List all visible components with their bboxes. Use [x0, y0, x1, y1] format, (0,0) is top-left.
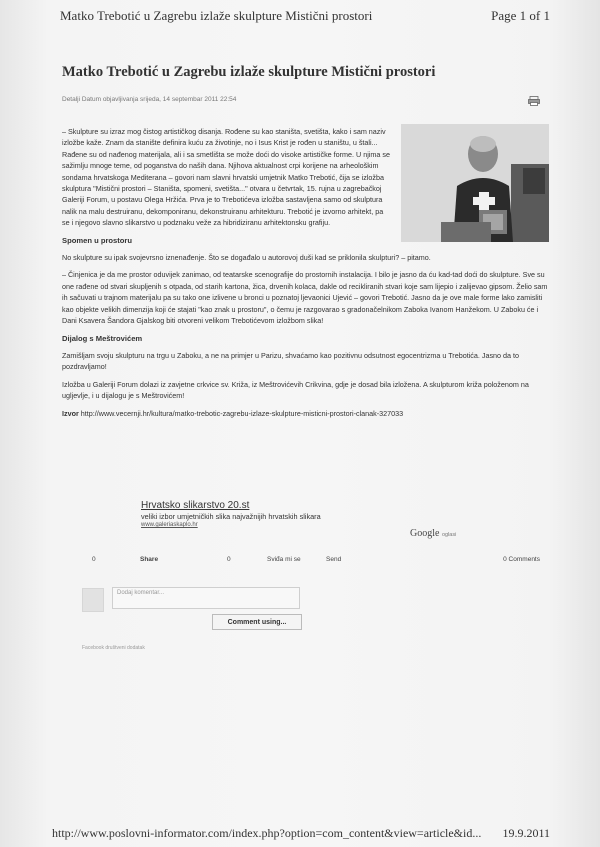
article-paragraph: Zamišljam svoju skulpturu na trgu u Zaboku, a ne na primjer u Parizu, shvaćamo kao pozitivnu odsutnost egocentrizma u Trebotića. Jasno da to pozdravljamo!: [62, 350, 520, 372]
article-source: [62, 408, 550, 419]
article-paragraph: – Činjenica je da me prostor oduvijek zanimao, od teatarske scenografije do prostornih instalacija. I bilo je jasno da ću kad-tad doći do skulpture. Sve su one rađene od stvari skupljenih s otpada, od starih kartona, žica, drvenih kolaca, dakle od recikliranih stvari koje sam lijepio i zalijevao gipsom. Želio sam ih sačuvati u trajnom materijalu pa su tako one izlivene u bronci u poznatoj ljevaonici Ujević – govori Trebotić. Jasno da je ove male forme lako zamisliti kao objekte velikih dimenzija koji će stajati "kao znak u prostoru", o čemu je razgovarao s gradonačelnikom Zaboka Ivanom Hanžekom. U Zaboku će i Dani Ksavera Šandora Gjalskog biti otvoreni velikom Trebotićevom izložbom slika!: [62, 270, 548, 326]
facebook-plugin-label: Facebook društveni dodatak: [82, 645, 145, 651]
print-footer-date: 19.9.2011: [502, 826, 550, 840]
article-body: [62, 126, 550, 425]
print-icon[interactable]: [528, 96, 540, 106]
ad-title-link[interactable]: Hrvatsko slikarstvo 20.st: [141, 500, 250, 511]
avatar: [82, 588, 104, 612]
like-button[interactable]: Sviđa mi se: [267, 556, 301, 563]
share-button[interactable]: Share: [140, 556, 159, 563]
comment-using-button[interactable]: Comment using...: [212, 614, 302, 630]
article-paragraph: Izložba u Galeriji Forum dolazi iz zavjetne crkvice sv. Križa, iz Meštrovićevih Crikvina, gdje je dosad bila izložena. A skulpturom križa položenom na ugljevlje, i u dijalogu je s Meštrovićem!: [62, 379, 529, 401]
comments-count[interactable]: 0 Comments: [503, 556, 540, 563]
source-link[interactable]: http://www.vecernji.hr/kultura/matko-trebotic-zagrebu-izlaze-skulpture-misticni-prostori-clanak-327033: [80, 408, 404, 418]
google-ads-suffix: oglasi: [441, 532, 457, 538]
article-paragraph: No skulpture su ipak svojevrsno iznenađenje. Što se događalo u autorovoj duši kad se priklonila skulpturi? – pitamo.: [62, 253, 431, 263]
google-ads-label[interactable]: [410, 528, 456, 539]
section-heading-spomen: Spomen u prostoru: [62, 235, 133, 245]
ad-description: veliki izbor umjetničkih slika najvažnijih hrvatskih slikara: [141, 512, 321, 521]
ad-url-link[interactable]: www.galeriaskaplo.hr: [141, 522, 198, 528]
article-meta: Detalji Datum objavljivanja srijeda, 14 septembar 2011 22:54: [62, 96, 237, 103]
like-count: 0: [227, 556, 231, 563]
section-heading-dijalog: Dijalog s Meštrovićem: [62, 333, 143, 343]
sponsored-ad[interactable]: [141, 500, 481, 528]
share-count: 0: [92, 556, 96, 563]
print-header-page-number: Page 1 of 1: [491, 8, 550, 23]
source-label: Izvor: [62, 408, 79, 418]
social-bar: [62, 556, 540, 566]
print-footer-url: http://www.poslovni-informator.com/index.php?option=com_content&view=article&id...: [52, 826, 482, 840]
comment-input[interactable]: Dodaj komentar...: [112, 587, 300, 609]
article-title: Matko Trebotić u Zagrebu izlaže skulpture Mistični prostori: [62, 64, 436, 80]
print-header-title: Matko Trebotić u Zagrebu izlaže skulpture Mistični prostori: [60, 8, 373, 23]
send-button[interactable]: Send: [326, 556, 342, 563]
google-logo-text: Google: [410, 528, 440, 539]
article-intro: – Skulpture su izraz mog čistog artističkog disanja. Rođene su kao staništa, svetišta, kako i sam naziv izložbe kaže. Znam da stanište definira kuću za životinje, no i Isus Krist je rođen u staništu, u štali... Rađene su od nađenog materijala, ali i sa smetlišta se može doći do visoke artističke forme. U njima se sažimlju mnoge teme, od poganstva do naših dana. Njihova aktualnost crpi korijene na arheološkim sondama hrvatskoga Mediterana – govori nam slavni hrvatski umjetnik Matko Trebotić, čija se izložba skulptura "Mistični prostori – Staništa, spomeni, svetišta..." otvara u četvrtak, 15. rujna u zagrebačkoj Galeriji Forum, u postavu Olega Hržića. Prva je to Trebotićeva izložba sastavljena samo od skulptura nalik na malu destruiranu, dekomponiranu, dekonstruiranu arhitekturu. Trebotić je izvorno arhitekt, pa se i njegovo slavno slikarstvo u podznaku veže za hibridiziranu arhitektonsku grafiju.: [62, 127, 390, 228]
